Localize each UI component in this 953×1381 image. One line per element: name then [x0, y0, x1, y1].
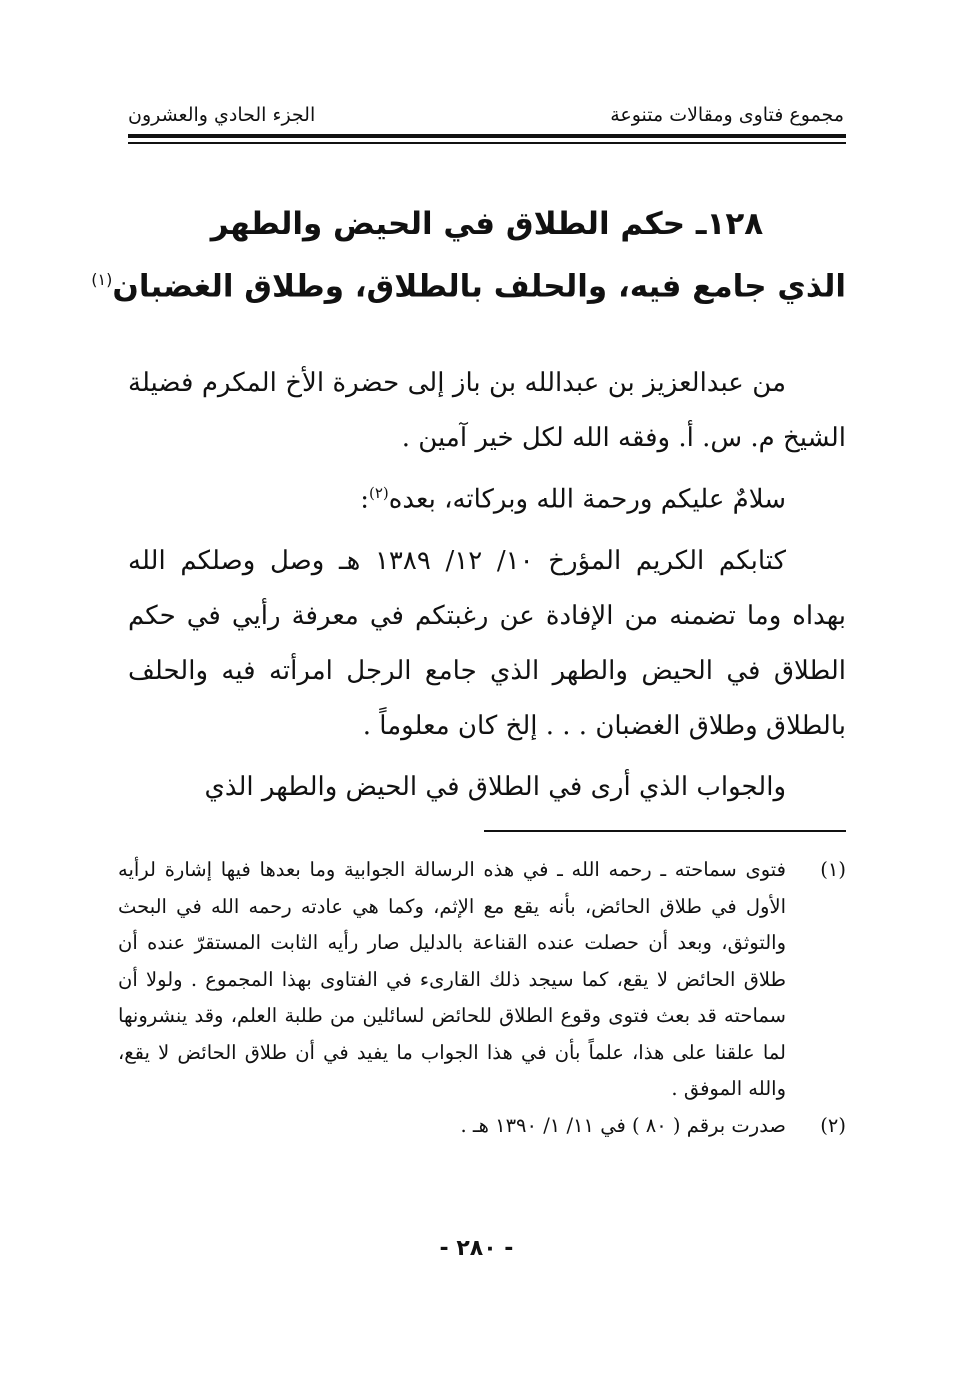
- title-line-1: ١٢٨ـ حكم الطلاق في الحيض والطهر: [210, 206, 764, 242]
- fatwa-title: [91, 196, 846, 314]
- footnote-2: [118, 1108, 846, 1145]
- running-header: [128, 92, 844, 126]
- footnote-number: (٢): [820, 1113, 846, 1137]
- footnotes: [118, 852, 846, 1144]
- footnote-1: [118, 852, 846, 1108]
- title-line-2-text: الذي جامع فيه، والحلف بالطلاق، وطلاق الغضبان: [112, 268, 846, 305]
- greeting: [128, 466, 846, 528]
- header-rule-secondary: [128, 142, 846, 144]
- footnote-separator: [484, 830, 846, 832]
- page-number: - ٢٨٠ -: [439, 1236, 514, 1261]
- book-title: مجموع فتاوى ومقالات متنوعة: [610, 104, 844, 126]
- greeting-footnote-ref[interactable]: (٢): [368, 484, 389, 502]
- title-line-2: [91, 252, 846, 314]
- greeting-text: سلامٌ عليكم ورحمة الله وبركاته، بعده: [388, 484, 786, 515]
- body-text: [128, 356, 846, 815]
- volume-label: الجزء الحادي والعشرون: [128, 104, 316, 126]
- title-footnote-ref[interactable]: (١): [91, 270, 113, 289]
- greeting-colon: :: [360, 484, 369, 515]
- footnote-text: صدرت برقم ( ٨٠ ) في ١١/ ١/ ١٣٩٠ هـ .: [460, 1113, 786, 1137]
- footnote-text: فتوى سماحته ـ رحمه الله ـ في هذه الرسالة الجوابية وما بعدها فيها إشارة لرأيه الأول في طلاق الحائض، بأنه يقع مع الإثم، وكما هي عادته رحمه الله في البحث والتوثق، وبعد أن حصلت عنده القناعة بالدليل صار رأيه الثابت المستقرّ عنده أن طلاق الحائض لا يقع، كما سيجد ذلك القارىء في الفتاوى بهذا المجموع . ولولا أن سماحته قد بعث فتوى وقوع الطلاق للحائض لسائلين من طلبة العلم، وقد ينشرونها لما علقنا على هذا، علماً بأن في هذا الجواب ما يفيد في أن طلاق الحائض لا يقع، والله الموفق .: [118, 858, 786, 1100]
- footnote-number: (١): [820, 858, 846, 881]
- paragraph-2: والجواب الذي أرى في الطلاق في الحيض والطهر الذي: [204, 771, 786, 802]
- paragraph-1: كتابكم الكريم المؤرخ ١٠/ ١٢/ ١٣٨٩ هـ وصل وصلكم الله بهداه وما تضمنه من الإفادة عن رغبتكم في معرفة رأيي في حكم الطلاق في الحيض والطهر الذي جامع الرجل امرأته فيه والحلف بالطلاق وطلاق الغضبان . . . إلخ كان معلوماً .: [128, 545, 846, 741]
- header-rule: [128, 134, 846, 138]
- salutation: من عبدالعزيز بن عبدالله بن باز إلى حضرة الأخ المكرم فضيلة الشيخ م. س. أ. وفقه الله لكل خير آمين .: [128, 368, 846, 453]
